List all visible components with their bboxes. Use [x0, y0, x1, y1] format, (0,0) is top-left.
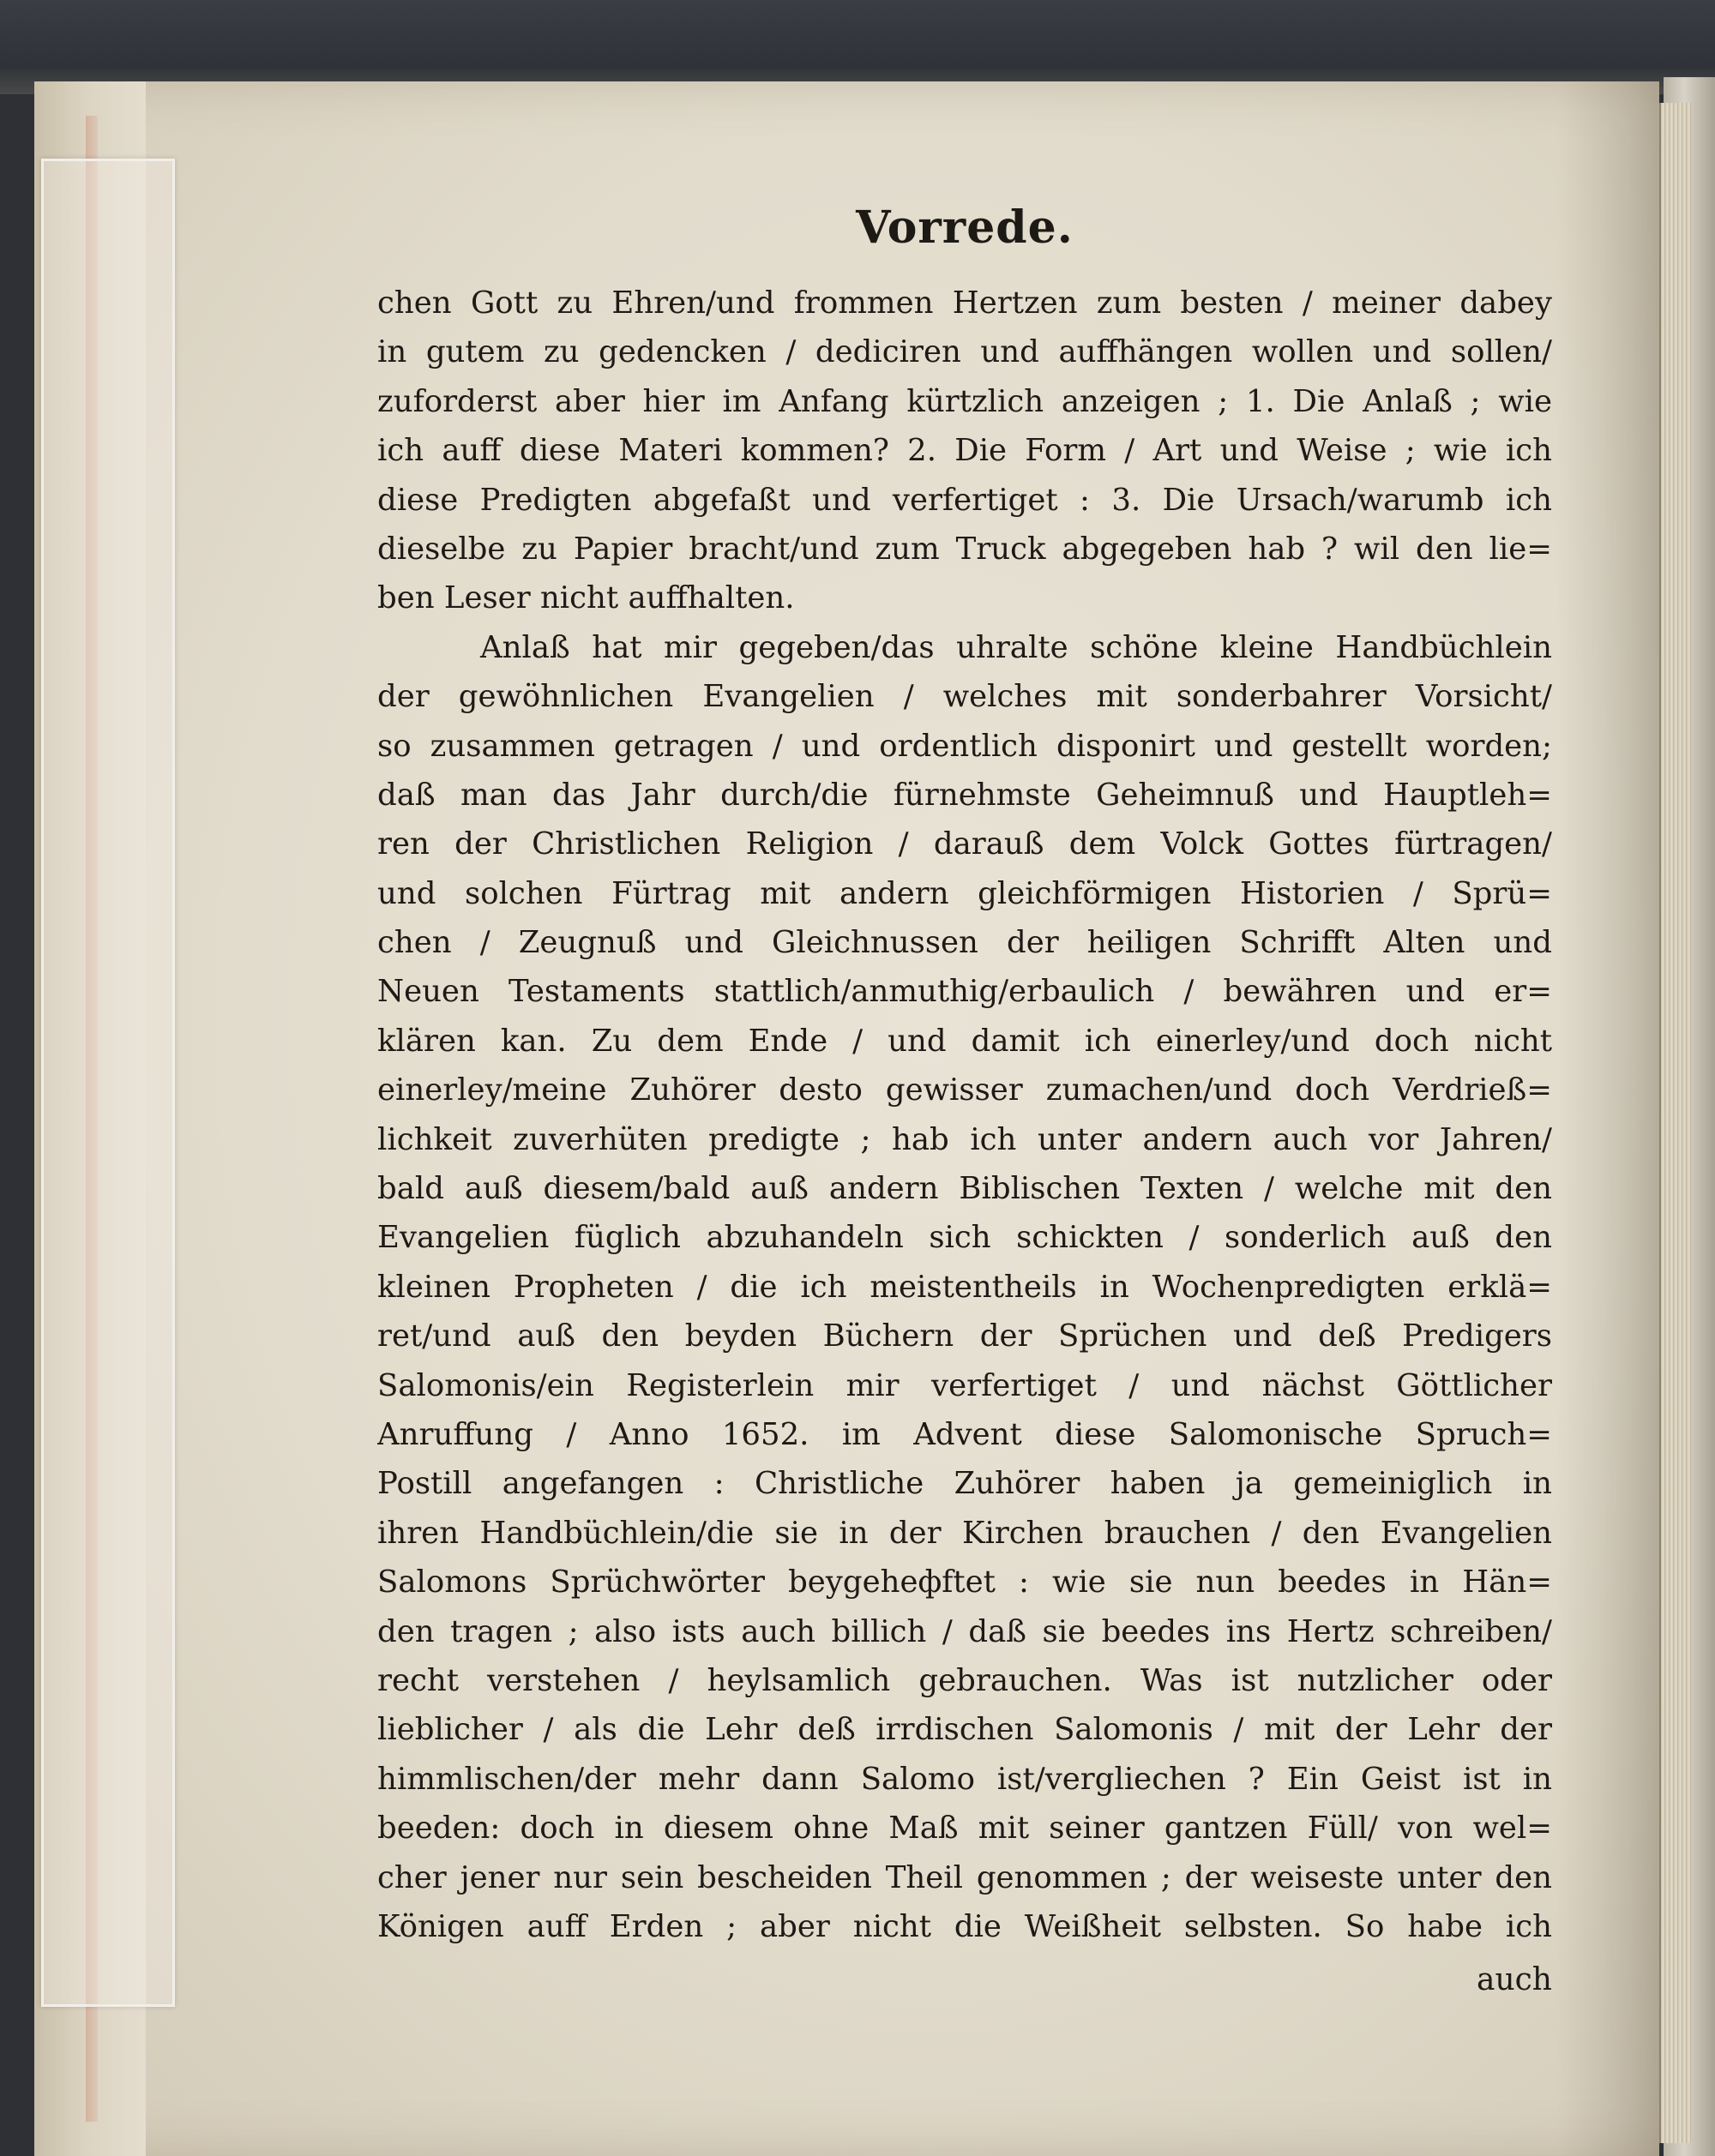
text-block — [377, 201, 1552, 2006]
text-line: daß man das Jahr durch/die fürnehmste Geheimnuß und Hauptleh= — [377, 777, 1552, 813]
page-stack-edge — [1659, 103, 1691, 2143]
text-line: den tragen ; also ists auch billich / daß sie beedes ins Hertz schreiben/ — [377, 1613, 1552, 1649]
text-line: recht verstehen / heylsamlich gebrauchen. Was ist nutzlicher oder — [377, 1662, 1552, 1698]
text-line: Anlaß hat mir gegeben/das uhralte schöne kleine Handbüchlein — [480, 629, 1552, 665]
text-line: ihren Handbüchlein/die sie in der Kirchen brauchen / den Evangelien — [377, 1515, 1552, 1551]
text-line: Evangelien füglich abzuhandeln sich schickten / sonderlich auß den — [377, 1220, 1552, 1256]
body-text — [377, 279, 1552, 1951]
text-line: diese Predigten abgefaßt und verfertiget : 3. Die Ursach/warumb ich — [377, 482, 1552, 518]
background-top — [0, 0, 1715, 94]
text-line: Königen auff Erden ; aber nicht die Weißheit selbsten. So habe ich — [377, 1908, 1552, 1944]
text-line: chen / Zeugnuß und Gleichnussen der heiligen Schrifft Alten und — [377, 925, 1552, 961]
page-shadow — [1556, 81, 1659, 2156]
text-line: zuforderst aber hier im Anfang kürtzlich anzeigen ; 1. Die Anlaß ; wie — [377, 383, 1552, 419]
text-line: und solchen Fürtrag mit andern gleichförmigen Historien / Sprü= — [377, 875, 1552, 911]
text-line: einerley/meine Zuhörer desto gewisser zumachen/und doch Verdrieß= — [377, 1072, 1552, 1108]
text-line: lieblicher / als die Lehr deß irrdischen Salomonis / mit der Lehr der — [377, 1712, 1552, 1748]
text-line: in gutem zu gedencken / dediciren und auffhängen wollen und sollen/ — [377, 334, 1552, 370]
text-line: ren der Christlichen Religion / darauß dem Volck Gottes fürtragen/ — [377, 826, 1552, 862]
paper-strip — [41, 159, 175, 2007]
text-line: dieselbe zu Papier bracht/und zum Truck abgegeben hab ? wil den lie= — [377, 531, 1552, 567]
text-line: beeden: doch in diesem ohne Maß mit seiner gantzen Füll/ von wel= — [377, 1811, 1552, 1847]
text-line: bald auß diesem/bald auß andern Biblischen Texten / welche mit den — [377, 1171, 1552, 1207]
text-line: Anruffung / Anno 1652. im Advent diese Salomonische Spruch= — [377, 1416, 1552, 1452]
running-head: Vorrede. — [856, 201, 1074, 254]
text-line: lichkeit zuverhüten predigte ; hab ich unter andern auch vor Jahren/ — [377, 1121, 1552, 1157]
text-line: ret/und auß den beyden Büchern der Sprüchen und deß Predigers — [377, 1318, 1552, 1354]
text-line: der gewöhnlichen Evangelien / welches mit sonderbahrer Vorsicht/ — [377, 679, 1552, 715]
text-line: Salomons Sprüchwörter beygeheфftet : wie sie nun beedes in Hän= — [377, 1564, 1552, 1600]
text-line: Salomonis/ein Registerlein mir verfertiget / und nächst Göttlicher — [377, 1367, 1552, 1403]
text-line: himmlischen/der mehr dann Salomo ist/vergliechen ? Ein Geist ist in — [377, 1761, 1552, 1797]
text-line: cher jener nur sein bescheiden Theil genommen ; der weiseste unter den — [377, 1859, 1552, 1895]
catchword: auch — [1477, 1962, 1552, 1998]
text-line: klären kan. Zu dem Ende / und damit ich einerley/und doch nicht — [377, 1023, 1552, 1059]
text-line: kleinen Propheten / die ich meistentheils in Wochenpredigten erklä= — [377, 1269, 1552, 1305]
text-line: ben Leser nicht auffhalten. — [377, 580, 795, 616]
text-line: ich auff diese Materi kommen? 2. Die Form / Art und Weise ; wie ich — [377, 433, 1552, 469]
text-line: Postill angefangen : Christliche Zuhörer haben ja gemeiniglich in — [377, 1466, 1552, 1502]
text-line: Neuen Testaments stattlich/anmuthig/erbaulich / bewähren und er= — [377, 974, 1552, 1010]
text-line: so zusammen getragen / und ordentlich disponirt und gestellt worden; — [377, 728, 1552, 764]
text-line: chen Gott zu Ehren/und frommen Hertzen zum besten / meiner dabey — [377, 285, 1552, 321]
